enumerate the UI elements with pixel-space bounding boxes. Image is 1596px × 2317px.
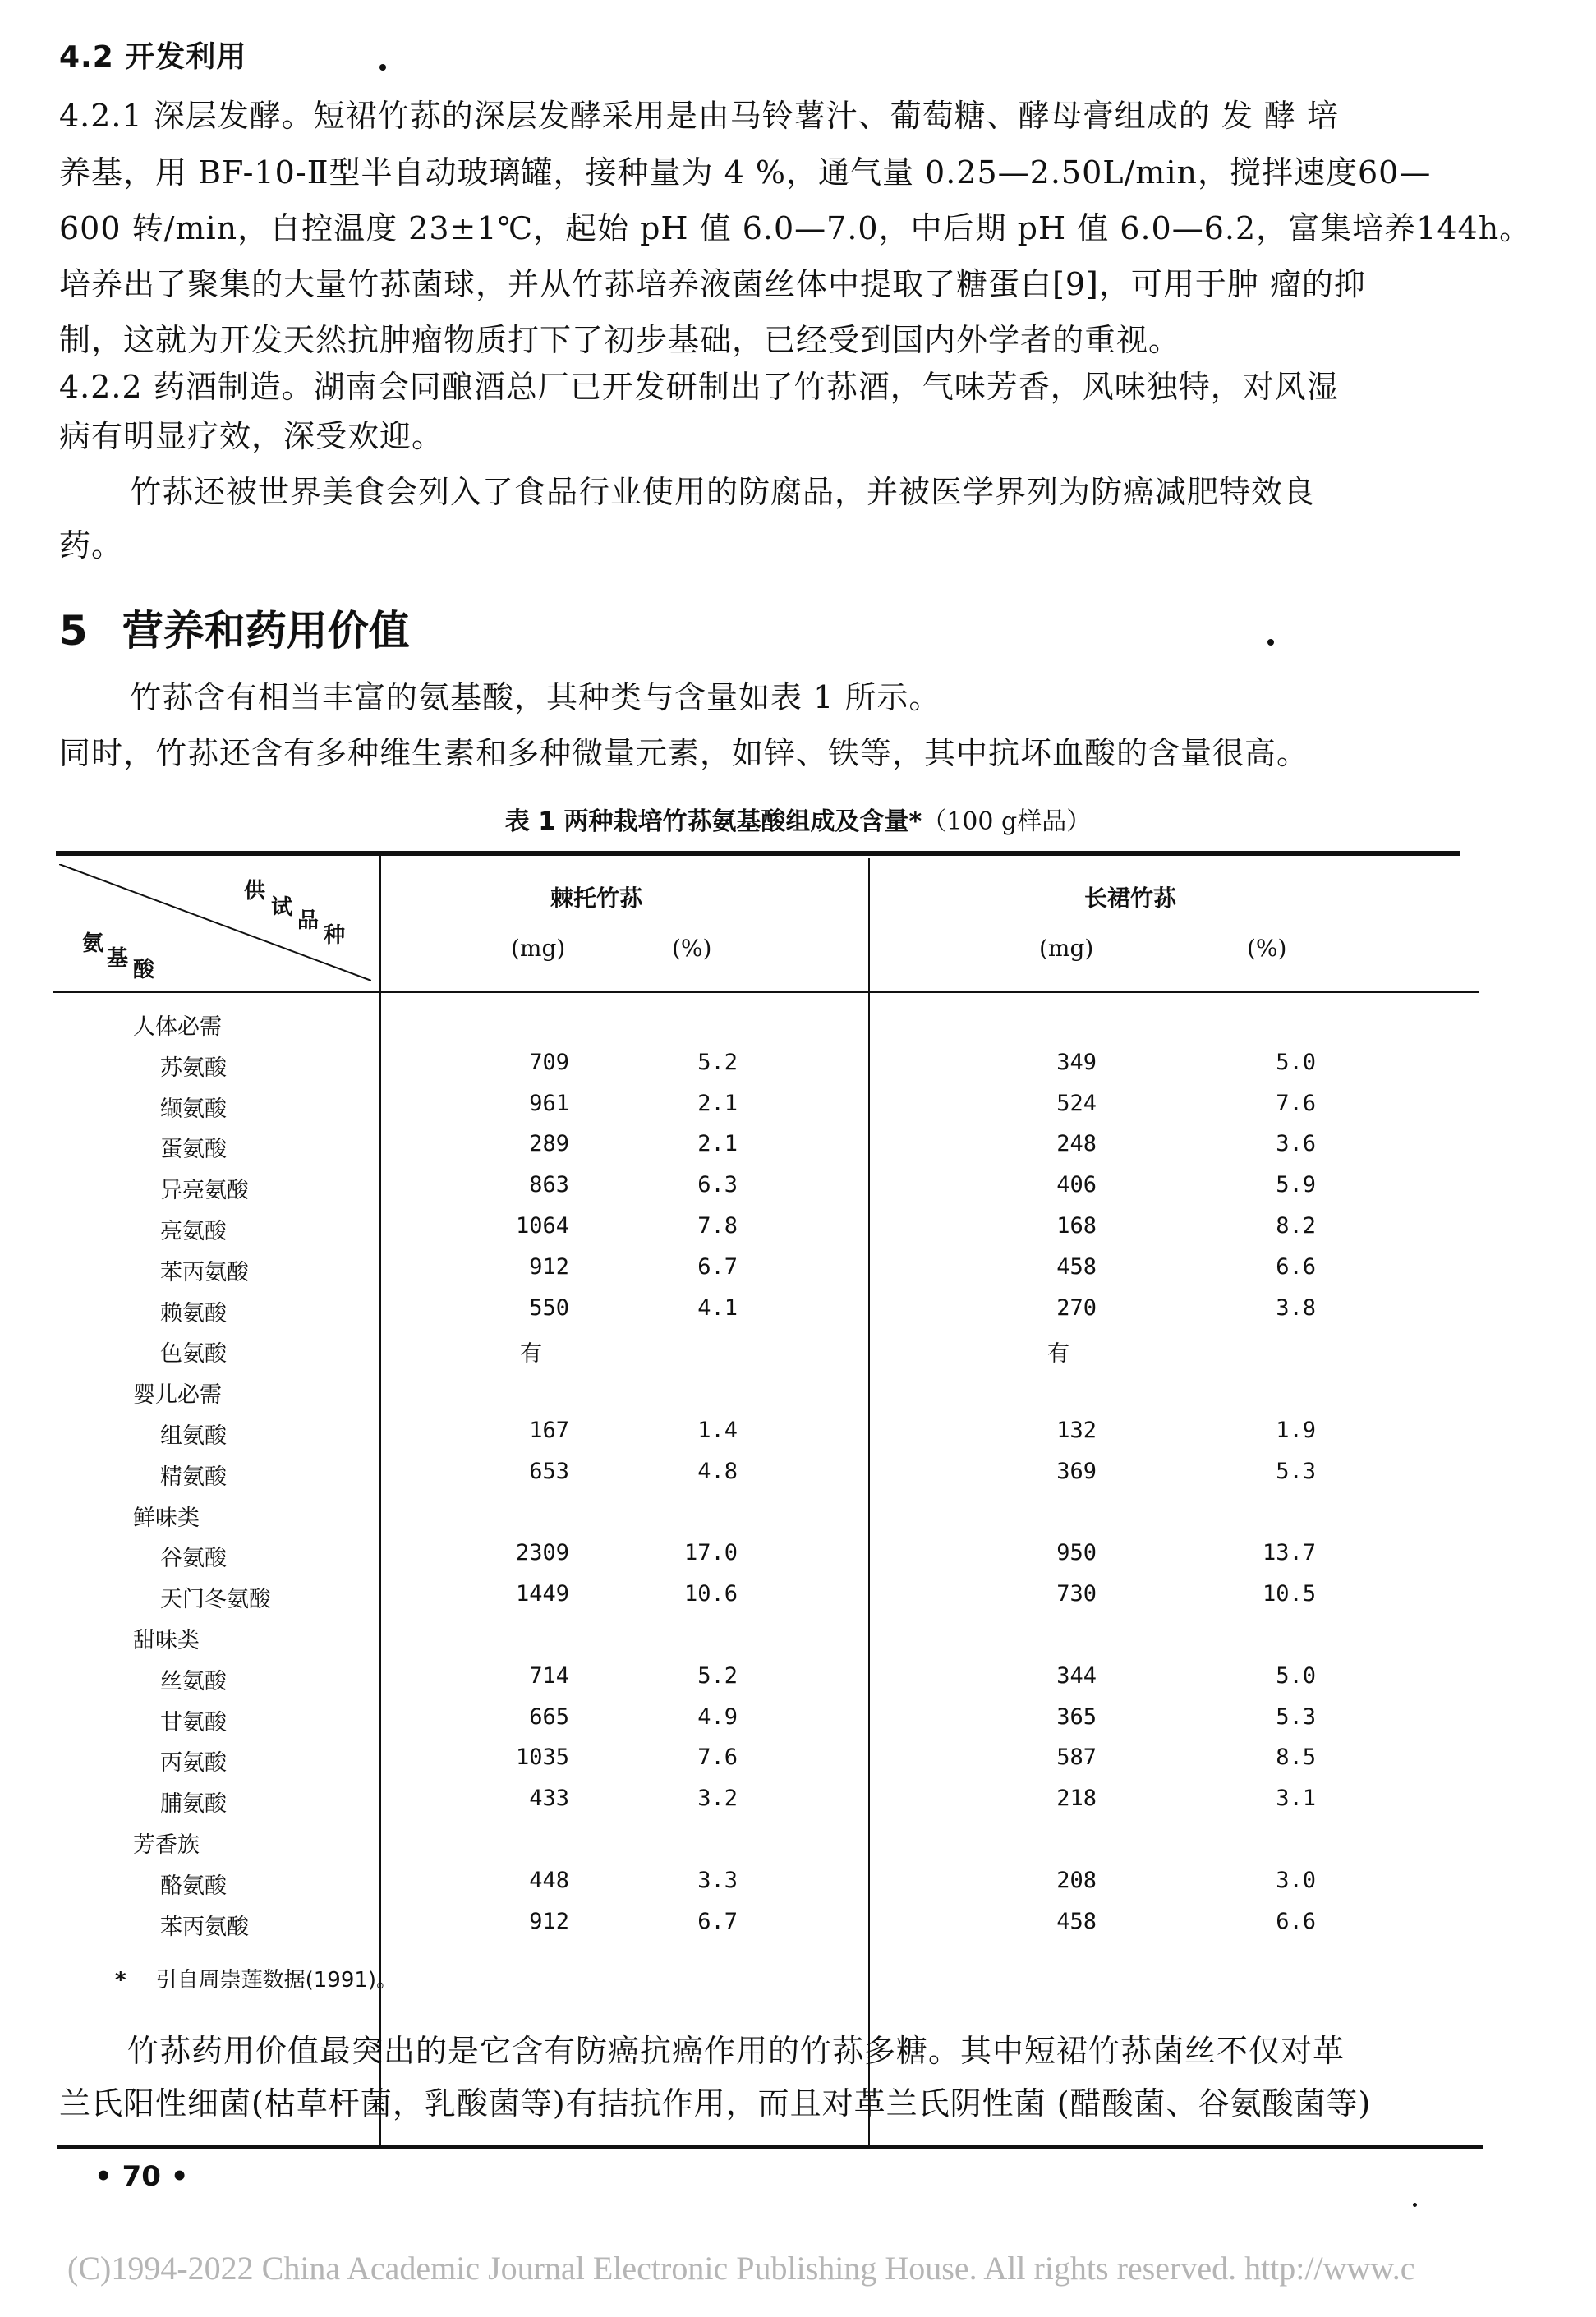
closing-paragraph-line-2: 兰氏阳性细菌(枯草杆菌，乳酸菌等)有拮抗作用，而且对革兰氏阴性菌 (醋酸菌、谷氨酸菌等)	[59, 2085, 1372, 2122]
table-row	[0, 1254, 1596, 1295]
changqun-pct-cell: 6.6	[1276, 1253, 1316, 1280]
jituo-mg-cell: 289	[529, 1131, 569, 1157]
jituo-pct-cell: 4.9	[697, 1703, 738, 1730]
footnote-mark: *	[115, 1968, 126, 1993]
changqun-mg-cell: 218	[1056, 1786, 1097, 1812]
changqun-mg-cell: 365	[1056, 1703, 1097, 1730]
changqun-mg-cell: 132	[1056, 1418, 1097, 1443]
section-5-intro-line-1: 竹荪含有相当丰富的氨基酸，其种类与含量如表 1 所示。	[130, 679, 941, 715]
jituo-mg-cell: 863	[529, 1172, 569, 1198]
section-heading-5	[59, 598, 410, 657]
table-row	[0, 1091, 1596, 1132]
changqun-pct-cell: 3.6	[1276, 1131, 1316, 1157]
jituo-pct-cell: 2.1	[697, 1090, 738, 1116]
jituo-pct-cell: 6.7	[697, 1908, 738, 1934]
changqun-mg-cell: 406	[1056, 1172, 1097, 1198]
jituo-pct-cell: 2.1	[697, 1131, 738, 1157]
amino-acid-name: 天门冬氨酸	[160, 1587, 271, 1613]
column-group-jituo: 棘托竹荪	[550, 885, 643, 912]
corner-top-char: 供	[244, 879, 266, 903]
category-name: 鲜味类	[133, 1505, 200, 1531]
changqun-pct-cell: 5.0	[1276, 1662, 1316, 1689]
changqun-mg-cell: 369	[1056, 1458, 1097, 1484]
changqun-pct-cell: 3.8	[1276, 1294, 1316, 1321]
category-name: 甜味类	[133, 1628, 200, 1653]
amino-acid-name: 甘氨酸	[160, 1709, 227, 1735]
table-row	[0, 1786, 1596, 1827]
jituo-pct-cell: 7.8	[697, 1213, 738, 1239]
table-row	[0, 1581, 1596, 1622]
amino-acid-name: 组氨酸	[160, 1423, 227, 1449]
table-row	[0, 1213, 1596, 1254]
jituo-mg-cell: 2309	[515, 1540, 569, 1566]
jituo-pct-cell: 7.6	[697, 1745, 738, 1771]
changqun-mg-cell: 168	[1056, 1213, 1097, 1239]
changqun-pct-cell: 8.5	[1276, 1745, 1316, 1771]
changqun-mg-cell: 458	[1056, 1908, 1097, 1934]
jituo-mg-cell: 714	[529, 1662, 569, 1689]
table-category-row	[0, 1827, 1596, 1868]
table-row	[0, 1909, 1596, 1950]
jituo-mg-cell: 1035	[515, 1745, 569, 1771]
amino-acid-name: 亮氨酸	[160, 1219, 227, 1244]
table-row	[0, 1540, 1596, 1581]
section-heading-4-2: 4.2 开发利用	[59, 40, 247, 74]
changqun-pct-cell: 7.6	[1276, 1090, 1316, 1116]
jituo-pct-cell: 10.6	[683, 1581, 738, 1607]
amino-acid-name: 酪氨酸	[160, 1873, 227, 1899]
changqun-pct-cell: 10.5	[1262, 1581, 1316, 1607]
amino-acid-name: 色氨酸	[160, 1341, 227, 1368]
changqun-pct-cell: 3.0	[1276, 1867, 1316, 1893]
amino-acid-name: 缬氨酸	[160, 1096, 227, 1122]
changqun-mg-cell: 458	[1056, 1253, 1097, 1280]
category-name: 人体必需	[133, 1014, 222, 1040]
changqun-pct-cell: 5.0	[1276, 1049, 1316, 1075]
table-row	[0, 1335, 1596, 1377]
jituo-mg-cell: 912	[529, 1908, 569, 1934]
jituo-pct-cell: 3.2	[697, 1786, 738, 1812]
column-unit-mg: (mg)	[511, 935, 566, 962]
table-category-row	[0, 1500, 1596, 1541]
stray-dot	[379, 64, 386, 71]
changqun-mg-cell: 587	[1056, 1745, 1097, 1771]
table-corner-header	[59, 864, 371, 981]
changqun-pct-cell: 13.7	[1262, 1540, 1316, 1566]
changqun-mg-cell: 344	[1056, 1662, 1097, 1689]
section-number: 5	[59, 607, 88, 655]
jituo-pct-cell: 5.2	[697, 1049, 738, 1075]
table-caption-title: 表 1 两种栽培竹荪氨基酸组成及含量*	[504, 807, 922, 836]
table-bottom-rule	[57, 2145, 1483, 2149]
column-unit-mg: (mg)	[1039, 935, 1094, 962]
amino-acid-name: 丙氨酸	[160, 1750, 227, 1777]
jituo-mg-cell: 912	[529, 1253, 569, 1280]
paragraph-extra-line-2: 药。	[59, 527, 124, 563]
jituo-mg-cell: 433	[529, 1786, 569, 1812]
changqun-mg-cell: 270	[1056, 1294, 1097, 1321]
amino-acid-name: 异亮氨酸	[160, 1178, 249, 1204]
page-number: • 70 •	[94, 2160, 189, 2193]
changqun-pct-cell: 5.9	[1276, 1172, 1316, 1198]
table-row	[0, 1418, 1596, 1459]
table-row	[0, 1868, 1596, 1909]
paragraph-extra-line-1: 竹荪还被世界美食会列入了食品行业使用的防腐品，并被医学界列为防癌减肥特效良	[130, 474, 1316, 510]
paragraph-4-2-2-line-2: 病有明显疗效，深受欢迎。	[59, 418, 444, 454]
jituo-mg-cell: 550	[529, 1294, 569, 1321]
jituo-mg-cell: 有	[520, 1341, 542, 1368]
jituo-pct-cell: 3.3	[697, 1867, 738, 1893]
table-footnote	[115, 1963, 398, 1993]
paragraph-4-2-1-line-4: 培养出了聚集的大量竹荪菌球，并从竹荪培养液菌丝体中提取了糖蛋白[9]，可用于肿 瘤的抑	[59, 266, 1366, 302]
table-row	[0, 1050, 1596, 1091]
changqun-mg-cell: 349	[1056, 1049, 1097, 1075]
changqun-pct-cell: 8.2	[1276, 1213, 1316, 1239]
jituo-pct-cell: 5.2	[697, 1662, 738, 1689]
column-unit-pct: (%)	[1247, 935, 1287, 962]
corner-top-char: 品	[297, 908, 320, 933]
table-row	[0, 1663, 1596, 1704]
changqun-mg-cell: 950	[1056, 1540, 1097, 1566]
changqun-mg-cell: 248	[1056, 1131, 1097, 1157]
table-top-rule	[56, 851, 1460, 856]
changqun-pct-cell: 5.3	[1276, 1703, 1316, 1730]
closing-paragraph-line-1: 竹荪药用价值最突出的是它含有防癌抗癌作用的竹荪多糖。其中短裙竹荪菌丝不仅对革	[127, 2033, 1345, 2069]
table-header-rule	[53, 991, 1479, 993]
paragraph-4-2-1-line-3: 600 转/min，自控温度 23±1℃，起始 pH 值 6.0—7.0，中后期 pH 值 6.0—6.2，富集培养144h。	[59, 210, 1532, 246]
corner-top-char: 试	[271, 895, 293, 920]
jituo-mg-cell: 167	[529, 1418, 569, 1443]
table-row	[0, 1295, 1596, 1336]
changqun-pct-cell: 6.6	[1276, 1908, 1316, 1934]
corner-top-char: 种	[324, 923, 346, 948]
amino-acid-name: 丝氨酸	[160, 1668, 227, 1694]
stray-dot	[1267, 639, 1274, 646]
amino-acid-name: 谷氨酸	[160, 1546, 227, 1572]
jituo-mg-cell: 1449	[515, 1581, 569, 1607]
corner-bottom-char: 氨	[82, 931, 104, 956]
jituo-mg-cell: 653	[529, 1458, 569, 1484]
jituo-pct-cell: 4.8	[697, 1458, 738, 1484]
table-row	[0, 1745, 1596, 1786]
corner-bottom-char: 基	[107, 946, 129, 971]
jituo-pct-cell: 17.0	[683, 1540, 738, 1566]
amino-acid-name: 苯丙氨酸	[160, 1259, 249, 1285]
changqun-pct-cell: 5.3	[1276, 1458, 1316, 1484]
jituo-mg-cell: 961	[529, 1090, 569, 1116]
amino-acid-name: 赖氨酸	[160, 1300, 227, 1326]
section-title: 营养和药用价值	[122, 607, 410, 655]
table-category-row	[0, 1622, 1596, 1663]
table-row	[0, 1704, 1596, 1745]
corner-bottom-char: 酸	[133, 958, 155, 982]
table-category-row	[0, 1009, 1596, 1050]
changqun-pct-cell: 1.9	[1276, 1418, 1316, 1443]
amino-acid-name: 精氨酸	[160, 1464, 227, 1490]
category-name: 婴儿必需	[133, 1382, 222, 1409]
column-group-changqun: 长裙竹荪	[1084, 885, 1177, 912]
jituo-pct-cell: 1.4	[697, 1418, 738, 1443]
jituo-mg-cell: 1064	[515, 1213, 569, 1239]
changqun-pct-cell: 3.1	[1276, 1786, 1316, 1812]
jituo-pct-cell: 6.3	[697, 1172, 738, 1198]
table-caption	[0, 801, 1596, 837]
paragraph-4-2-1-line-1: 4.2.1 深层发酵。短裙竹荪的深层发酵采用是由马铃薯汁、葡萄糖、酵母膏组成的 发 酵 培	[59, 98, 1340, 134]
table-category-row	[0, 1377, 1596, 1418]
paragraph-4-2-1-line-5: 制，这就为开发天然抗肿瘤物质打下了初步基础，已经受到国内外学者的重视。	[59, 322, 1181, 358]
table-caption-sample: （100 g样品）	[922, 807, 1092, 836]
amino-acid-name: 苯丙氨酸	[160, 1914, 249, 1940]
jituo-mg-cell: 448	[529, 1867, 569, 1893]
amino-acid-name: 蛋氨酸	[160, 1137, 227, 1163]
column-unit-pct: (%)	[672, 935, 712, 962]
category-name: 芳香族	[133, 1832, 200, 1858]
changqun-mg-cell: 524	[1056, 1090, 1097, 1116]
stray-dot	[1413, 2203, 1417, 2207]
jituo-mg-cell: 665	[529, 1703, 569, 1730]
amino-acid-name: 苏氨酸	[160, 1055, 227, 1081]
jituo-pct-cell: 6.7	[697, 1253, 738, 1280]
changqun-mg-cell: 208	[1056, 1867, 1097, 1893]
section-5-intro-line-2: 同时，竹荪还含有多种维生素和多种微量元素，如锌、铁等，其中抗坏血酸的含量很高。	[59, 735, 1309, 771]
paragraph-4-2-2-line-1: 4.2.2 药酒制造。湖南会同酿酒总厂已开发研制出了竹荪酒，气味芳香，风味独特，对风湿	[59, 369, 1339, 405]
jituo-pct-cell: 4.1	[697, 1294, 738, 1321]
table-row	[0, 1459, 1596, 1500]
jituo-mg-cell: 709	[529, 1049, 569, 1075]
table-row	[0, 1131, 1596, 1172]
paragraph-4-2-1-line-2: 养基，用 BF-10-Ⅱ型半自动玻璃罐，接种量为 4 %，通气量 0.25—2.50L/min，搅拌速度60—	[59, 154, 1432, 191]
footnote-text: 引自周崇莲数据(1991)。	[155, 1968, 398, 1993]
copyright-notice: (C)1994-2022 China Academic Journal Electronic Publishing House. All rights reserved. http://www.c	[67, 2250, 1415, 2287]
changqun-mg-cell: 730	[1056, 1581, 1097, 1607]
table-row	[0, 1172, 1596, 1213]
amino-acid-name: 脯氨酸	[160, 1791, 227, 1818]
changqun-mg-cell: 有	[1047, 1341, 1069, 1368]
